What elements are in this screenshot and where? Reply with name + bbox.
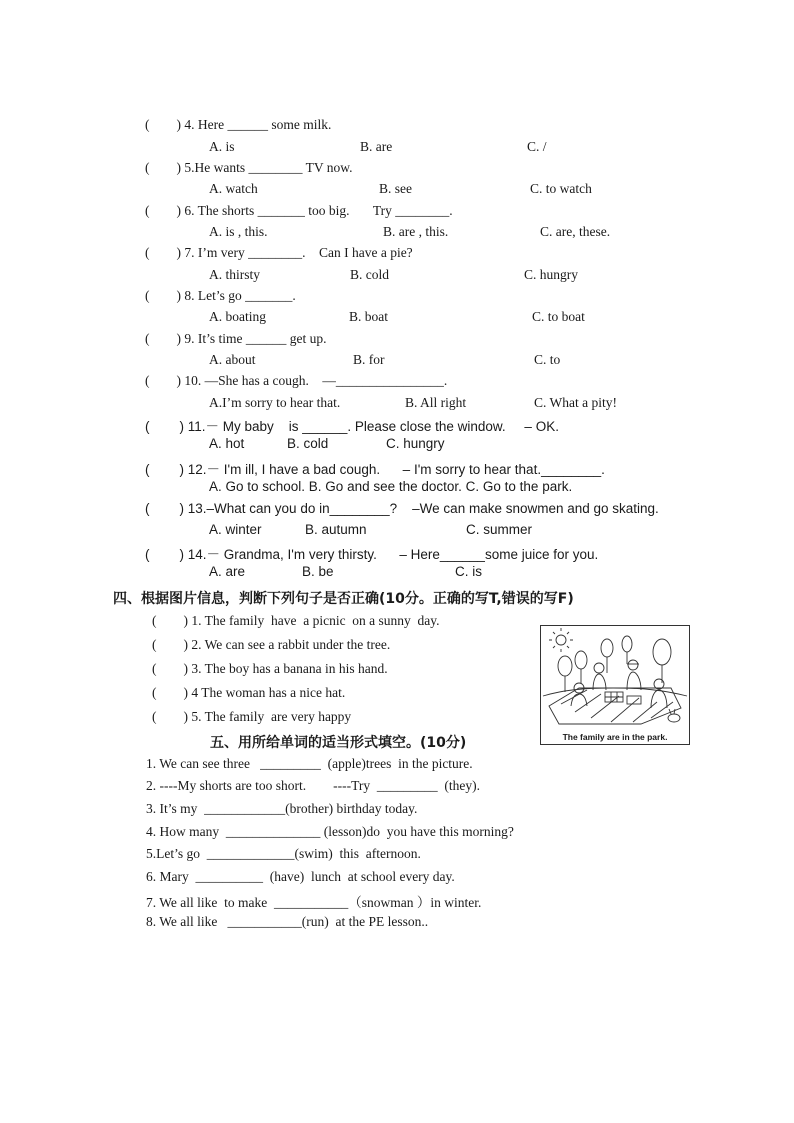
- judgement-item: ( ) 1. The family have a picnic on a sunny day.: [152, 613, 440, 628]
- option-a: A. is: [209, 139, 235, 154]
- option-a: A. winter: [209, 522, 262, 537]
- question-8: ( ) 8. Let’s go _______.: [145, 288, 296, 303]
- judgement-item: ( ) 5. The family are very happy: [152, 709, 352, 724]
- question-5: ( ) 5.He wants ________ TV now.: [145, 160, 353, 175]
- picnic-scene-drawing: [541, 626, 689, 730]
- option-b: B. cold: [287, 436, 329, 451]
- option-b: B. are , this.: [383, 224, 449, 239]
- question-7: ( ) 7. I’m very ________. Can I have a pie?: [145, 245, 413, 260]
- option-b: B. for: [353, 352, 385, 367]
- option-b: B. autumn: [305, 522, 367, 537]
- question-14: ( ) 14.－ Grandma, I'm very thirsty. – Here______some juice for you.: [145, 547, 599, 562]
- question-12: ( ) 12.－ I'm ill, I have a bad cough. – I'm sorry to hear that.________.: [145, 462, 605, 477]
- fill-item: 3. It’s my ____________(brother) birthday today.: [146, 801, 418, 816]
- option-a: A. thirsty: [209, 267, 261, 282]
- picture-caption: The family are in the park.: [562, 732, 668, 742]
- option-a: A. hot: [209, 436, 245, 451]
- question-11: ( ) 11.－ My baby is ______. Please close the window. – OK.: [145, 419, 559, 434]
- option-c: C. /: [527, 139, 547, 154]
- option-a: A. boating: [209, 309, 266, 324]
- option-c: C. to watch: [530, 181, 592, 196]
- section-heading: 五、用所给单词的适当形式填空。(10分): [210, 735, 467, 751]
- fill-item: 1. We can see three _________ (apple)trees in the picture.: [146, 756, 473, 771]
- option-c: C. What a pity!: [534, 395, 617, 410]
- judgement-item: ( ) 3. The boy has a banana in his hand.: [152, 661, 388, 676]
- question-13: ( ) 13.–What can you do in________? –We can make snowmen and go skating.: [145, 501, 659, 516]
- question-4: ( ) 4. Here ______ some milk.: [145, 117, 332, 132]
- fill-item: 8. We all like ___________(run) at the PE lesson..: [146, 914, 429, 929]
- question-9: ( ) 9. It’s time ______ get up.: [145, 331, 327, 346]
- option-b: B. are: [360, 139, 393, 154]
- judgement-item: ( ) 4 The woman has a nice hat.: [152, 685, 346, 700]
- picnic-illustration: [540, 625, 690, 745]
- option-a: A.I’m sorry to hear that.: [209, 395, 341, 410]
- question-12-options: A. Go to school. B. Go and see the doctor. C. Go to the park.: [209, 479, 573, 494]
- option-a: A. about: [209, 352, 256, 367]
- option-c: C. to boat: [532, 309, 585, 324]
- option-c: C. is: [455, 564, 482, 579]
- fill-item: 4. How many ______________ (lesson)do you have this morning?: [146, 824, 514, 839]
- section-heading: 四、根据图片信息，判断下列句子是否正确(10分。正确的写T,错误的写F): [113, 591, 574, 607]
- option-b: B. boat: [349, 309, 388, 324]
- option-c: C. summer: [466, 522, 533, 537]
- judgement-item: ( ) 2. We can see a rabbit under the tree.: [152, 637, 391, 652]
- fill-item: 6. Mary __________ (have) lunch at school every day.: [146, 869, 455, 884]
- option-b: B. be: [302, 564, 334, 579]
- option-b: B. see: [379, 181, 412, 196]
- fill-item: 2. ----My shorts are too short. ----Try _________ (they).: [146, 778, 480, 793]
- option-b: B. All right: [405, 395, 467, 410]
- option-c: C. to: [534, 352, 561, 367]
- option-a: A. are: [209, 564, 246, 579]
- question-6: ( ) 6. The shorts _______ too big. Try ________.: [145, 203, 453, 218]
- fill-item: 5.Let’s go _____________(swim) this afternoon.: [146, 846, 421, 861]
- option-a: A. watch: [209, 181, 258, 196]
- option-a: A. is , this.: [209, 224, 268, 239]
- fill-item: 7. We all like to make ___________（snowman ）in winter.: [146, 895, 482, 910]
- option-c: C. hungry: [386, 436, 445, 451]
- option-c: C. are, these.: [540, 224, 611, 239]
- option-b: B. cold: [350, 267, 389, 282]
- option-c: C. hungry: [524, 267, 578, 282]
- question-10: ( ) 10. —She has a cough. —________________.: [145, 373, 448, 388]
